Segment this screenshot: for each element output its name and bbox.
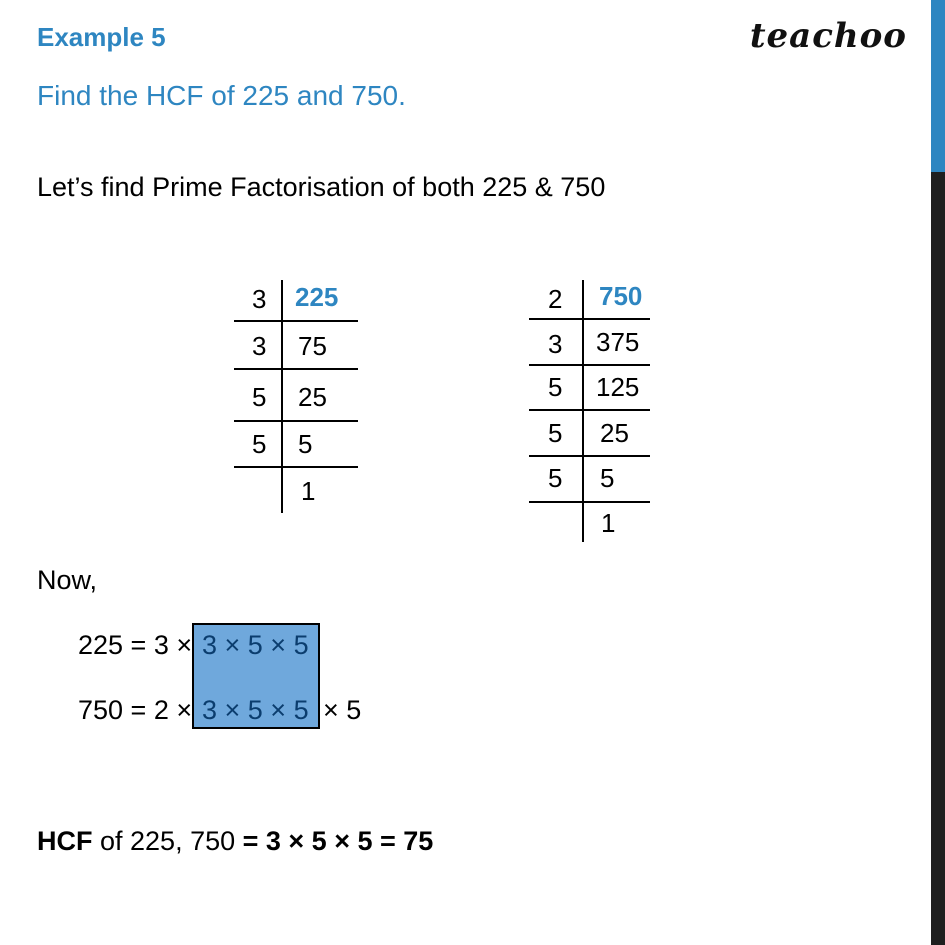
ladder-225-divisor: 3 xyxy=(252,331,267,361)
ladder-750-quotient: 5 xyxy=(600,463,615,493)
ladder-225-rule xyxy=(234,420,358,422)
hcf-value: = 3 × 5 × 5 = 75 xyxy=(242,826,434,856)
ladder-750-divisor: 2 xyxy=(548,284,563,314)
teachoo-logo: teachoo xyxy=(749,16,907,56)
ladder-225-quotient: 1 xyxy=(301,476,316,506)
ladder-225-divider xyxy=(281,280,283,513)
ladder-225-rule xyxy=(234,368,358,370)
question-text: Find the HCF of 225 and 750. xyxy=(37,80,406,111)
ladder-750-number: 750 xyxy=(599,281,643,311)
ladder-750-divisor: 5 xyxy=(548,463,563,493)
ladder-225-number: 225 xyxy=(295,282,339,312)
example-label: Example 5 xyxy=(37,22,166,52)
ladder-750-divisor: 5 xyxy=(548,418,563,448)
ladder-225-quotient: 25 xyxy=(298,382,327,412)
factorisation-225-prefix: 225 = 3 × xyxy=(78,630,193,660)
ladder-750-rule xyxy=(529,364,650,366)
ladder-750-divisor: 3 xyxy=(548,329,563,359)
ladder-750-rule xyxy=(529,409,650,411)
hcf-of-text: of 225, 750 xyxy=(92,826,243,856)
ladder-225-rule xyxy=(234,320,358,322)
ladder-750-divisor: 5 xyxy=(548,372,563,402)
ladder-750-quotient: 25 xyxy=(600,418,629,448)
right-edge-accent xyxy=(931,0,945,172)
ladder-225-divisor: 5 xyxy=(252,429,267,459)
ladder-225-quotient: 75 xyxy=(298,331,327,361)
ladder-750-rule xyxy=(529,501,650,503)
ladder-750-rule xyxy=(529,455,650,457)
ladder-750-quotient: 375 xyxy=(596,327,640,357)
ladder-225-divisor: 3 xyxy=(252,284,267,314)
ladder-225-quotient: 5 xyxy=(298,429,313,459)
factorisation-750-suffix: × 5 xyxy=(323,695,362,725)
ladder-225-rule xyxy=(234,466,358,468)
factorisation-750-prefix: 750 = 2 × xyxy=(78,695,193,725)
ladder-750-quotient: 1 xyxy=(601,508,616,538)
ladder-225-divisor: 5 xyxy=(252,382,267,412)
now-label: Now, xyxy=(37,565,98,595)
hcf-word: HCF xyxy=(37,826,93,856)
ladder-750-quotient: 125 xyxy=(596,372,640,402)
factorisation-225-common: 3 × 5 × 5 xyxy=(202,630,309,660)
factorisation-750-common: 3 × 5 × 5 xyxy=(202,695,309,725)
intro-text: Let’s find Prime Factorisation of both 225 & 750 xyxy=(37,172,606,202)
hcf-result xyxy=(37,826,433,857)
ladder-750-rule xyxy=(529,318,650,320)
